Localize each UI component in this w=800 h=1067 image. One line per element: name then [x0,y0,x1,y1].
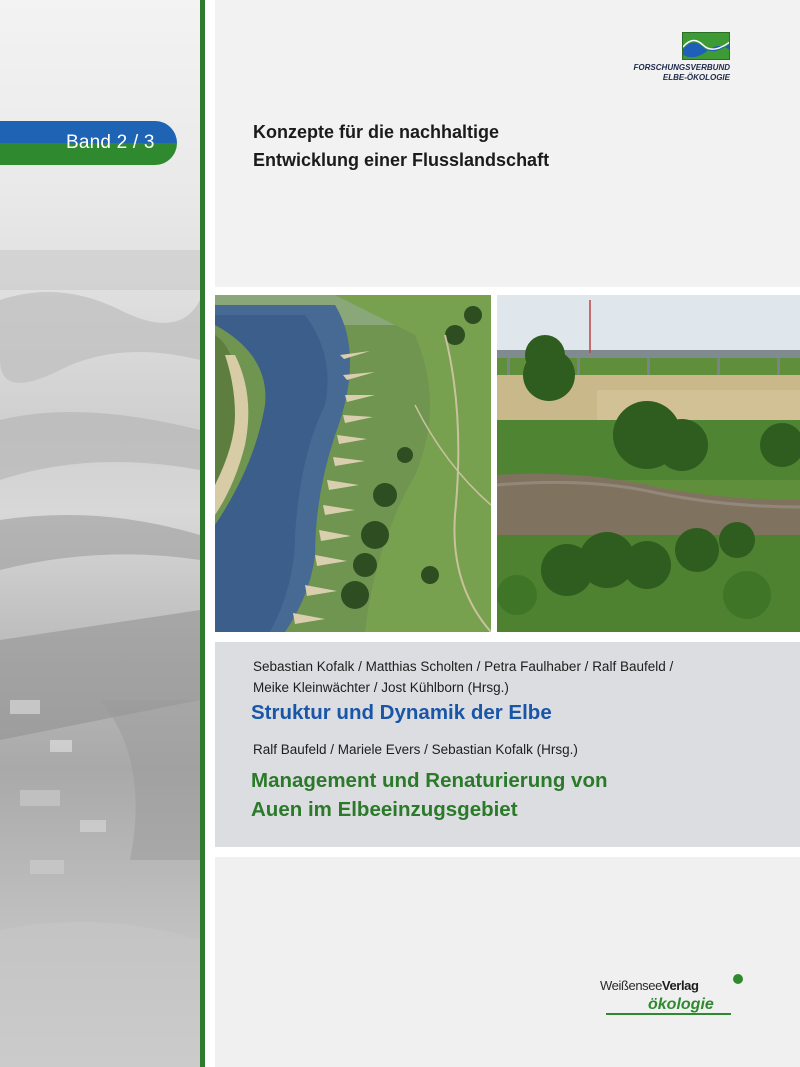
publisher-name [600,978,699,993]
logo-line-1: FORSCHUNGSVERBUND [633,63,730,72]
publisher-underline [606,1013,731,1015]
gutter [205,0,215,1067]
volume-band-badge [0,121,177,165]
series-subtitle [253,118,773,174]
volume2-title [251,766,791,824]
subtitle-line-1: Konzepte für die nachhaltige [253,122,500,142]
volume2-editors: Ralf Baufeld / Mariele Evers / Sebastian Kofalk (Hrsg.) [253,742,578,757]
volume2-title-line-1: Management und Renaturierung von [251,769,608,792]
publisher-dot-icon [733,974,743,984]
band-label: Band 2 / 3 [66,132,155,153]
publisher-logo [600,974,750,1020]
photo-top-gap [215,287,800,295]
photo-bottom-gap [215,632,800,642]
volume1-title: Struktur und Dynamik der Elbe [251,701,552,724]
aerial-river-photo [215,295,491,632]
floodplain-photo [497,295,800,632]
cover-footer [215,857,800,1067]
volume1-editors-line-1: Sebastian Kofalk / Matthias Scholten / Petra Faulhaber / Ralf Baufeld / [253,659,674,674]
publisher-name-part-2: Verlag [661,978,699,993]
publisher-name-part-1: Weißensee [600,978,662,993]
volume1-editors [253,656,793,698]
subtitle-line-2: Entwicklung einer Flusslandschaft [253,150,550,170]
footer-gap [215,847,800,857]
research-network-logo-text [590,63,730,83]
publisher-imprint: ökologie [648,996,714,1013]
elbe-wave-logo-icon [682,32,730,60]
logo-line-2: ELBE-ÖKOLOGIE [662,73,730,82]
volume2-title-line-2: Auen im Elbeeinzugsgebiet [251,798,518,821]
volume-titles-panel [215,642,800,847]
volume1-editors-line-2: Meike Kleinwächter / Jost Kühlborn (Hrsg.) [253,680,509,695]
